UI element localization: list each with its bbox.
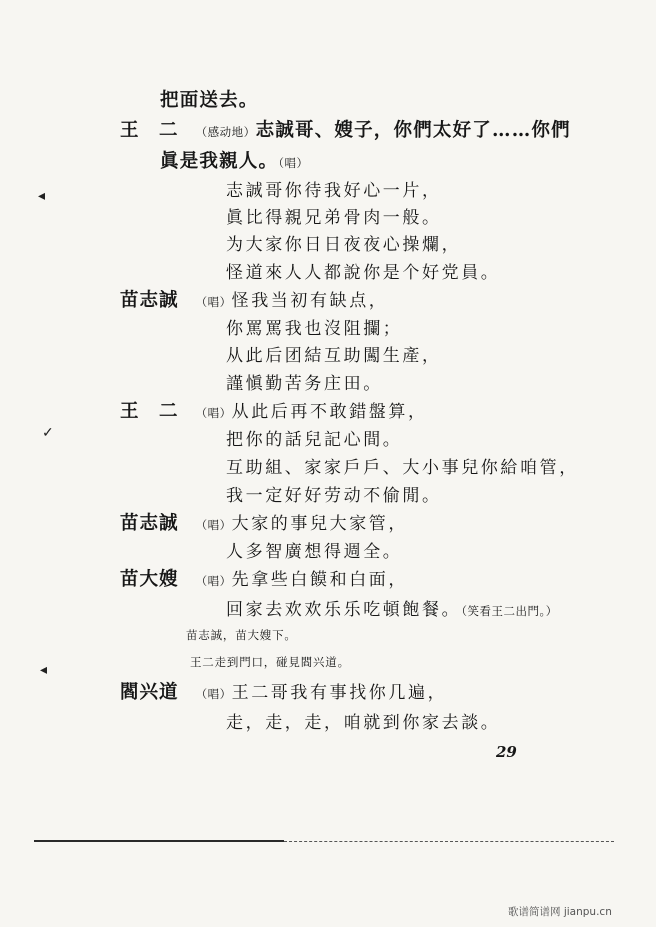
text-line: 把面送去。 (160, 90, 259, 111)
dialogue-line (120, 509, 408, 535)
stage-direction: （唱） (278, 156, 309, 170)
lyric-line: 志誠哥你待我好心一片， (226, 181, 442, 201)
stage-direction: （笑看王二出門。） (461, 604, 558, 618)
stage-direction: （感动地） (195, 125, 256, 139)
watermark: 歌谱简谱网 jianpu.cn (508, 906, 612, 918)
lyric-line: 謹愼勤苦务庄田。 (226, 374, 383, 394)
lyric-line: 把你的話兒記心間。 (226, 430, 403, 450)
dialogue-line (120, 565, 408, 591)
speck-mark: ✓ (42, 425, 54, 441)
speck-mark: ◂ (40, 662, 48, 678)
stage-direction: （唱） (195, 406, 232, 420)
bottom-rule (284, 841, 614, 842)
dialogue-line (160, 147, 308, 173)
speaker-name: 閻兴道 (120, 682, 179, 703)
lyric-line: 眞比得親兄弟骨肉一般。 (226, 208, 442, 228)
lyric-text: 怪我当初有缺点， (231, 291, 389, 311)
lyric-line: 你罵罵我也沒阻攔； (226, 319, 403, 339)
dialogue-line (120, 116, 571, 142)
lyric-line: 走，走，走，咱就到你家去談。 (226, 713, 501, 733)
stage-direction: （唱） (195, 574, 232, 588)
lyric-line: 怪道來人人都說你是个好党員。 (226, 263, 501, 283)
lyric-text: 大家的事兒大家管， (231, 514, 409, 534)
lyric-line: 互助組、家家戶戶、大小事兒你給咱管， (226, 458, 579, 478)
speaker-name: 王 二 (120, 401, 179, 422)
stage-direction: 苗志誠，苗大嫂下。 (186, 628, 297, 642)
dialogue-line (120, 397, 428, 423)
lyric-line (226, 595, 558, 620)
speck-mark: ◂ (38, 188, 46, 204)
lyric-line: 从此后团結互助闖生產， (226, 346, 442, 366)
bottom-rule (34, 840, 284, 842)
dialogue-line (120, 678, 447, 704)
lyric-line: 为大家你日日夜夜心操爛， (226, 235, 462, 255)
dialogue-text: 志誠哥、嫂子，你們太好了……你們 (255, 120, 571, 141)
lyric-line: 人多智廣想得週全。 (226, 542, 403, 562)
speaker-name: 苗志誠 (120, 290, 179, 311)
speaker-name: 苗志誠 (120, 513, 179, 534)
stage-direction: 王二走到門口，碰見閻兴道。 (190, 655, 350, 669)
dialogue-line (120, 286, 388, 312)
speaker-name: 苗大嫂 (120, 569, 179, 590)
stage-direction: （唱） (195, 687, 232, 701)
stage-direction: （唱） (195, 518, 232, 532)
lyric-text: 王二哥我有事找你几遍， (231, 683, 448, 703)
lyric-text: 先拿些白饃和白面， (231, 570, 409, 590)
dialogue-text: 眞是我親人。 (160, 151, 279, 172)
page-number: 29 (496, 743, 517, 761)
lyric-text: 回家去欢欢乐乐吃頓飽餐。 (226, 600, 462, 620)
lyric-text: 从此后再不敢錯盤算， (231, 402, 428, 422)
lyric-line: 我一定好好劳动不偷閒。 (226, 486, 442, 506)
stage-direction: （唱） (195, 295, 232, 309)
speaker-name: 王 二 (120, 120, 179, 141)
